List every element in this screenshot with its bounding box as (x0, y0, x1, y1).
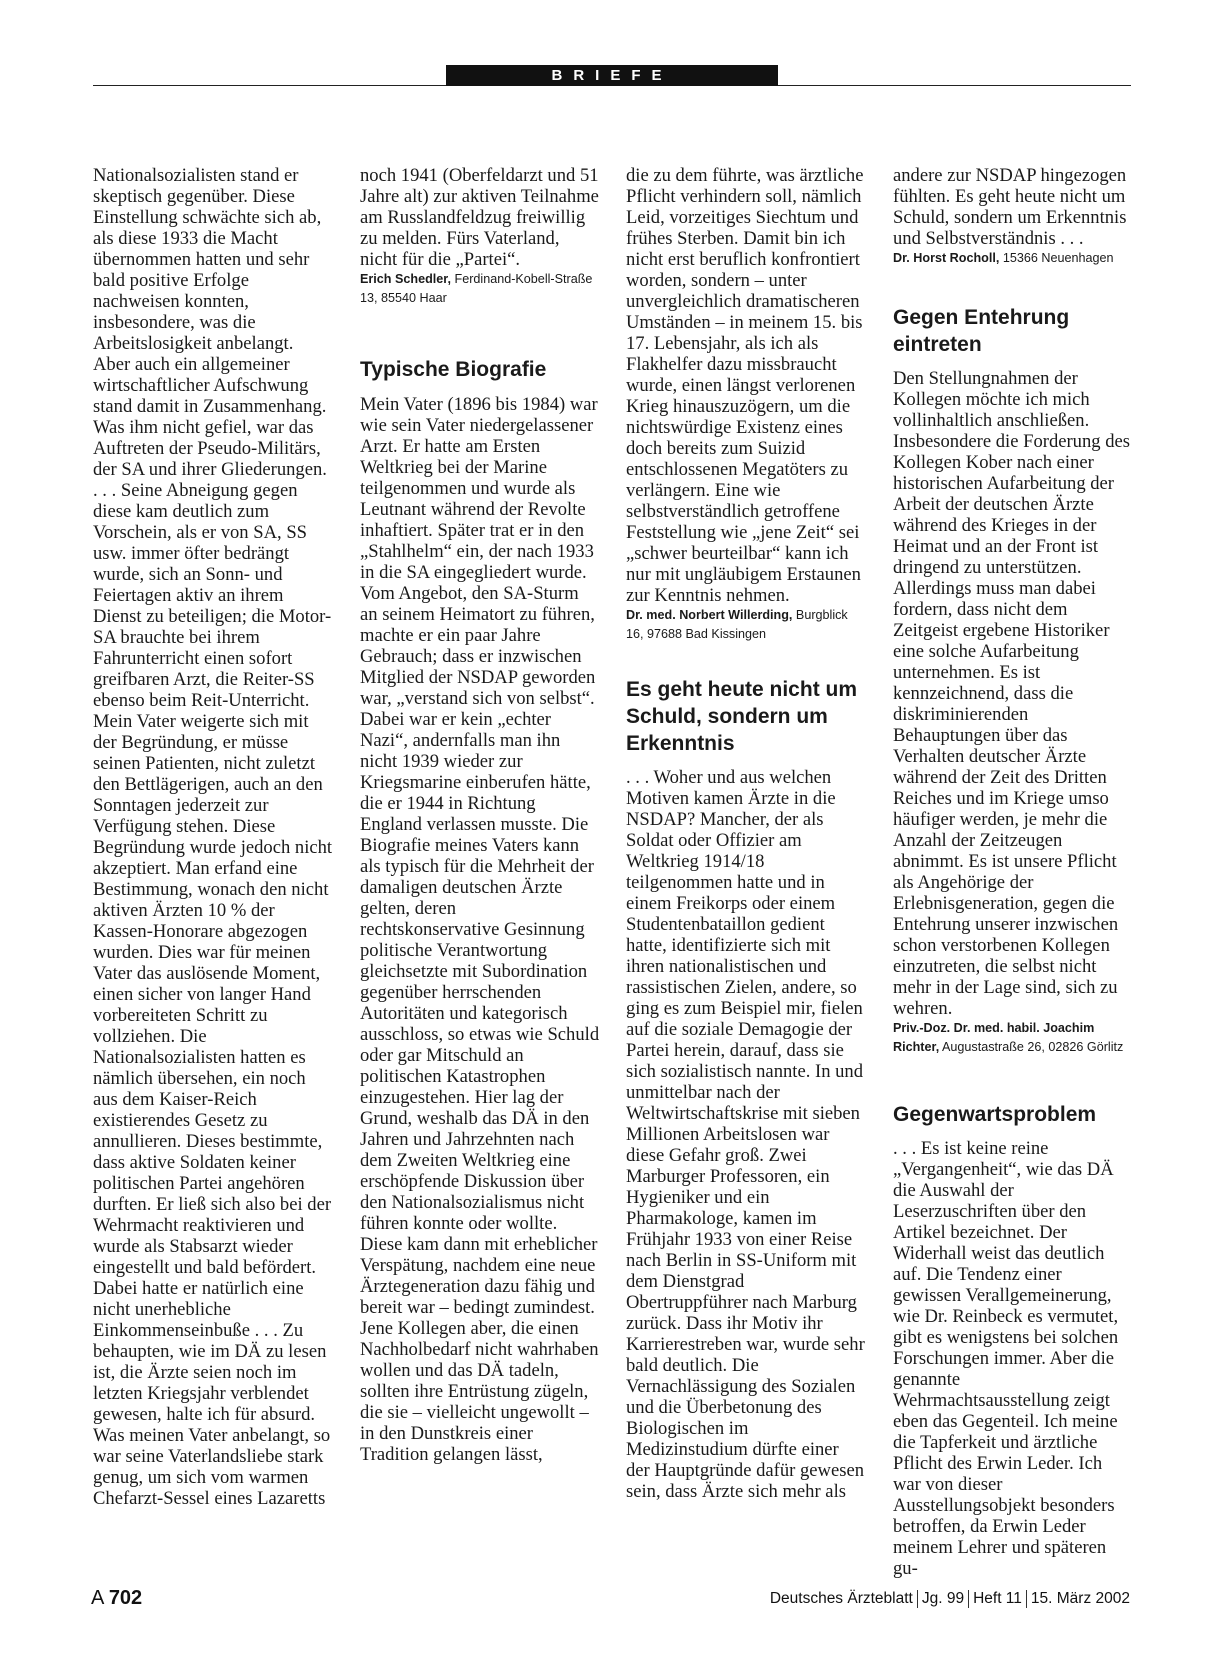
letter-signature (626, 606, 866, 644)
volume: Jg. 99 (921, 1590, 965, 1607)
signature-address: 15366 Neuenhagen (999, 251, 1114, 265)
page-number (91, 1587, 142, 1610)
section-title: BRIEFE (551, 67, 673, 84)
signature-name: Erich Schedler, (360, 272, 451, 286)
letter-signature (893, 1019, 1133, 1057)
page-prefix: A (91, 1587, 104, 1609)
signature-name: Dr. Horst Rocholl, (893, 251, 1000, 265)
column-4 (893, 165, 1133, 1579)
letter-body: Mein Vater (1896 bis 1984) war wie sein Vater niedergelassener Arzt. Er hatte am Ersten Weltkrieg bei der Marine teilgenommen und wurde als Leutnant während der Revolte inhaftiert. Später trat er in den „Stahlhelm“ ein, der nach 1933 in die SA eingegliedert wurde. Vom Angebot, den SA-Sturm an seinem Heimatort zu führen, machte er ein paar Jahre Gebrauch; dass er inzwischen Mitglied der NSDAP geworden war, „verstand sich von selbst“. Dabei war er kein „echter Nazi“, andernfalls man ihn nicht 1939 wieder zur Kriegsmarine einberufen hätte, die er 1944 in Richtung England verlassen musste. Die Biografie meines Vaters kann als typisch für die Mehrheit der damaligen deutschen Ärzte gelten, deren rechtskonservative Gesinnung politische Verantwortung gleichsetzte mit Subordination gegenüber herrschenden Autoritäten und kategorisch ausschloss, so etwas wie Schuld oder gar Mitschuld an politischen Katastrophen einzugestehen. Hier lag der Grund, weshalb das DÄ in den Jahren und Jahrzehnten nach dem Zweiten Weltkrieg eine erschöpfende Diskussion über den Nationalsozialismus nicht führen konnte oder wollte. Diese kam dann mit erheblicher Verspätung, nachdem eine neue Ärztegeneration dazu fähig und bereit war – bedingt zumindest. Jene Kollegen aber, die einen Nachholbedarf nicht wahrhaben wollen und das DÄ tadeln, sollten ihre Entrüstung zügeln, die sie – vielleicht ungewollt – in den Dunstkreis einer Tradition gelangen lässt, (360, 394, 600, 1465)
page-number-value: 702 (108, 1587, 143, 1609)
letter-signature (893, 249, 1133, 268)
signature-address: Augustastraße 26, 02826 Görlitz (939, 1040, 1124, 1054)
issue: Heft 11 (973, 1590, 1022, 1607)
publication-name: Deutsches Ärzteblatt (769, 1590, 913, 1607)
letter-signature (360, 270, 600, 308)
signature-address: Burgblick 16, 97688 Bad Kissingen (626, 608, 848, 641)
signature-name: Dr. med. Norbert Willerding, (626, 608, 793, 622)
column-2 (360, 165, 600, 1465)
divider (968, 1590, 969, 1608)
column-3 (626, 165, 866, 1502)
issue-date: 15. März 2002 (1030, 1590, 1130, 1607)
letter-body: Den Stellungnahmen der Kollegen möchte ich mich vollinhaltlich anschließen. Insbesondere die Forderung des Kollegen Kober nach einer historischen Aufarbeitung der Arbeit der deutschen Ärzte während des Krieges in der Heimat und an der Front ist dringend zu unterstützen. Allerdings muss man dabei fordern, dass nicht dem Zeitgeist ergebene Historiker eine solche Aufarbeitung unternehmen. Es ist kennzeichnend, dass die diskriminierenden Behauptungen über das Verhalten deutscher Ärzte während der Zeit des Dritten Reiches und im Kriege umso häufiger werden, je mehr die Anzahl der Zeitzeugen abnimmt. Es ist unsere Pflicht als Angehörige der Erlebnisgeneration, gegen die Entehrung unserer inzwischen schon verstorbenen Kollegen einzutreten, die selbst nicht mehr in der Lage sind, sich zu wehren. (893, 368, 1131, 1019)
divider (917, 1590, 918, 1608)
letter-body: andere zur NSDAP hingezogen fühlten. Es geht heute nicht um Schuld, sondern um Erkenntnis und Selbstverständnis . . . (893, 165, 1127, 249)
letter-body: die zu dem führte, was ärztliche Pflicht verhindern soll, nämlich Leid, vorzeitiges Siechtum und frühes Sterben. Damit bin ich nicht erst beruflich konfrontiert worden, sondern – unter unvergleichlich dramatischeren Umständen – in meinem 15. bis 17. Lebensjahr, als ich als Flakhelfer dazu missbraucht wurde, einen längst verlorenen Krieg hinauszuzögern, um die nichtswürdige Existenz eines doch bereits zum Suizid entschlossenen Megatöters zu verlängern. Eine wie selbstverständlich getroffene Feststellung wie „jene Zeit“ sei „schwer beurteilbar“ kann ich nur mit ungläubigem Erstaunen zur Kenntnis nehmen. (626, 165, 864, 606)
letter-body: noch 1941 (Oberfeldarzt und 51 Jahre alt) zur aktiven Teilnahme am Russlandfeldzug freiwillig zu melden. Fürs Vaterland, nicht für die „Partei“. (360, 165, 599, 270)
section-label (446, 65, 778, 86)
letter-heading: Gegen Entehrung eintreten (893, 306, 1070, 356)
letter-body: Nationalsozialisten stand er skeptisch gegenüber. Diese Einstellung schwächte sich ab, als diese 1933 die Macht übernommen hatten und sehr bald positive Erfolge nachweisen konnten, insbesondere, was die Arbeitslosigkeit anbelangt. Aber auch ein allgemeiner wirtschaftlicher Aufschwung stand damit in Zusammenhang. Was ihm nicht gefiel, war das Auftreten der Pseudo-Militärs, der SA und ihrer Gliederungen. . . . Seine Abneigung gegen diese kam deutlich zum Vorschein, als er von SA, SS usw. immer öfter bedrängt wurde, sich an Sonn- und Feiertagen aktiv an ihrem Dienst zu beteiligen; die Motor-SA brauchte bei ihrem Fahrunterricht einen sofort greifbaren Arzt, die Reiter-SS ebenso beim Reit-Unterricht. Mein Vater weigerte sich mit der Begründung, er müsse seinen Patienten, nicht zuletzt den Bettlägerigen, auch an den Sonntagen jederzeit zur Verfügung stehen. Diese Begründung wurde jedoch nicht akzeptiert. Man erfand eine Bestimmung, wonach den nicht aktiven Ärzten 10 % der Kassen-Honorare abgezogen wurden. Dies war für meinen Vater das auslösende Moment, einen sicher von langer Hand vorbereiteten Schritt zu vollziehen. Die Nationalsozialisten hatten es nämlich übersehen, ein noch aus dem Kaiser-Reich existierendes Gesetz zu annullieren. Dieses bestimmte, dass aktive Soldaten keiner politischen Partei angehören durften. Er ließ sich also bei der Wehrmacht reaktivieren und wurde als Stabsarzt wieder eingestellt und bald befördert. Dabei hatte er natürlich eine nicht unerhebliche Einkommenseinbuße . . . Zu behaupten, wie im DÄ zu lesen ist, die Ärzte seien noch im letzten Kriegsjahr verblendet gewesen, halte ich für absurd. Was meinen Vater anbelangt, so war seine Vaterlandsliebe stark genug, um sich vom warmen Chefarzt-Sessel eines Lazaretts (93, 165, 333, 1509)
letter-heading: Gegenwartsproblem (893, 1103, 1097, 1126)
letter-heading: Typische Biografie (360, 358, 547, 381)
signature-address: Ferdinand-Kobell-Straße 13, 85540 Haar (360, 272, 593, 305)
letter-body: . . . Es ist keine reine „Vergangenheit“, wie das DÄ die Auswahl der Leserzuschriften über den Artikel bezeichnet. Der Widerhall weist das deutlich auf. Die Tendenz einer gewissen Verallgemeinerung, wie Dr. Reinbeck es vermutet, gibt es wenigstens bei solchen Forschungen immer. Aber die genannte Wehrmachtsausstellung zeigt eben das Gegenteil. Ich meine die Tapferkeit und ärztliche Pflicht des Erwin Leder. Ich war von dieser Ausstellungsobjekt besonders betroffen, da Erwin Leder meinem Lehrer und späteren gu- (893, 1138, 1119, 1579)
signature-name: Priv.-Doz. Dr. med. habil. Joachim Richter, (893, 1021, 1095, 1054)
column-1 (93, 165, 333, 1509)
letter-body: . . . Woher und aus welchen Motiven kamen Ärzte in die NSDAP? Mancher, der als Soldat oder Offizier am Weltkrieg 1914/18 teilgenommen hatte und in einem Freikorps oder einem Studentenbataillon gedient hatte, identifizierte sich mit ihren nationalistischen und rassistischen Zielen, andere, so ging es zum Beispiel mir, fielen auf die soziale Demagogie der Partei herein, darauf, dass sie sich sozialistisch nannte. In und unmittelbar nach der Weltwirtschaftskrise mit sieben Millionen Arbeitslosen war diese Gefahr groß. Zwei Marburger Professoren, ein Hygieniker und ein Pharmakologe, kamen im Frühjahr 1933 von einer Reise nach Berlin in SS-Uniform mit dem Dienstgrad Obertruppführer nach Marburg zurück. Dass ihr Motiv ihr Karrierestreben war, wurde sehr bald deutlich. Die Vernachlässigung des Sozialen und die Überbetonung des Biologischen im Medizinstudium dürfte einer der Hauptgründe dafür gewesen sein, dass Ärzte sich mehr als (626, 767, 865, 1502)
letter-heading: Es geht heute nicht um Schuld, sondern um Erkenntnis (626, 678, 858, 755)
publication-info (770, 1590, 1130, 1608)
divider (1026, 1590, 1027, 1608)
